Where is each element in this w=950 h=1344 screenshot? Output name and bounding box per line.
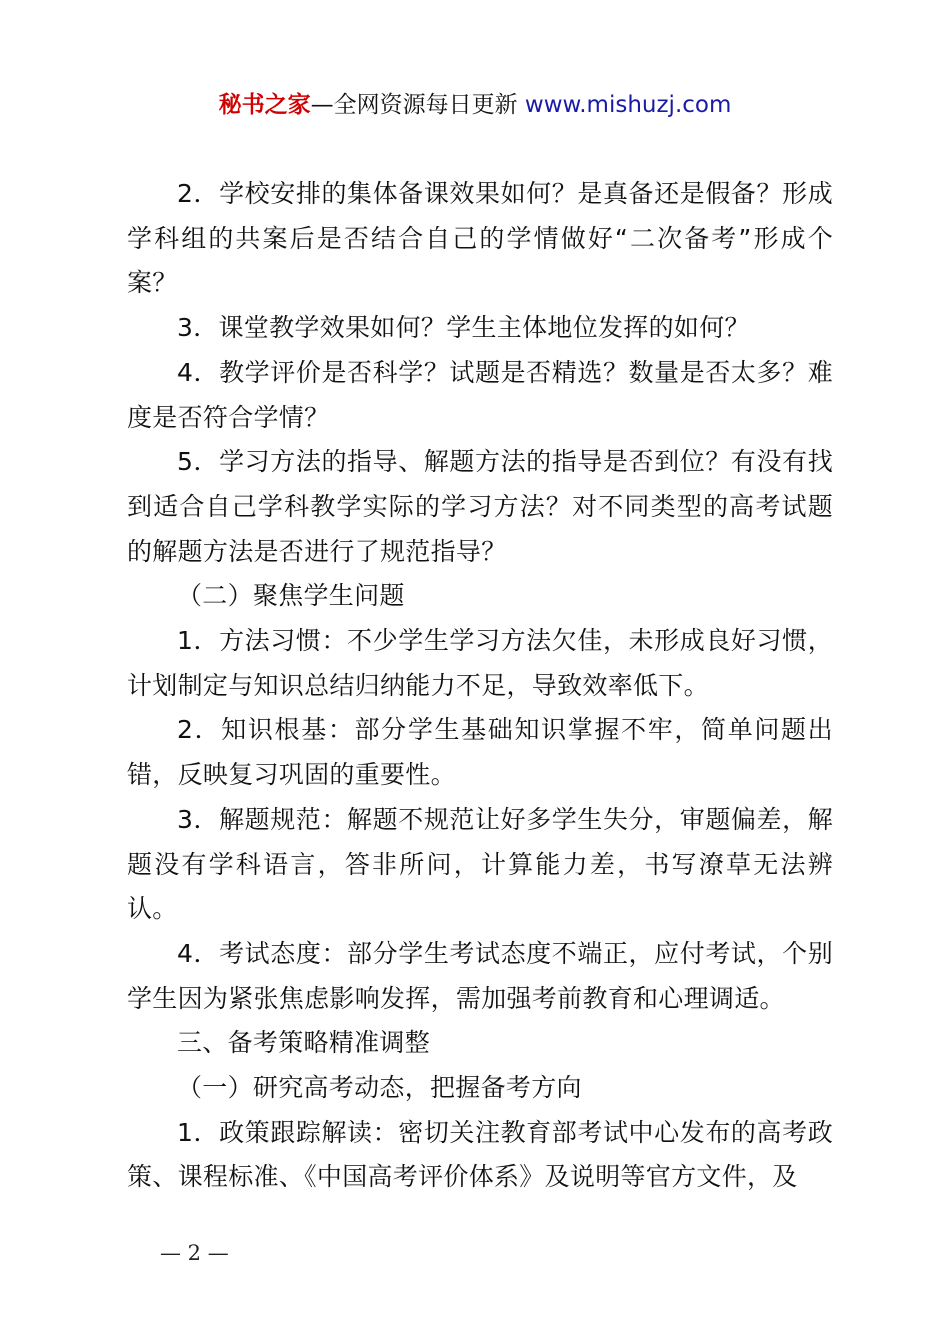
paragraph: 4．考试态度：部分学生考试态度不端正，应付考试，个别学生因为紧张焦虑影响发挥，需加强考前教育和心理调适。 <box>127 938 833 1013</box>
page-number: — 2 — <box>160 1241 229 1265</box>
section-heading: （二）聚焦学生问题 <box>177 581 405 611</box>
site-url-link[interactable]: www.mishuzj.com <box>524 92 732 118</box>
paragraph: 2．学校安排的集体备课效果如何？是真备还是假备？形成学科组的共案后是否结合自己的学情做好“二次备考”形成个案？ <box>127 179 833 298</box>
document-body <box>127 172 833 1200</box>
site-tagline: —全网资源每日更新 <box>310 92 525 118</box>
paragraph: 4．教学评价是否科学？试题是否精选？数量是否太多？难度是否符合学情？ <box>127 357 833 432</box>
site-header <box>0 88 950 122</box>
paragraph: 3．课堂教学效果如何？学生主体地位发挥的如何？ <box>177 313 750 343</box>
paragraph: 3．解题规范：解题不规范让好多学生失分，审题偏差，解题没有学科语言，答非所问，计算能力差，书写潦草无法辨认。 <box>127 804 833 924</box>
section-heading: （一）研究高考动态，把握备考方向 <box>177 1073 582 1103</box>
site-brand: 秘书之家 <box>218 92 311 118</box>
paragraph: 2．知识根基：部分学生基础知识掌握不牢，简单问题出错，反映复习巩固的重要性。 <box>127 715 833 790</box>
chapter-heading: 三、备考策略精准调整 <box>177 1028 431 1058</box>
paragraph: 5．学习方法的指导、解题方法的指导是否到位？有没有找到适合自己学科教学实际的学习方法？对不同类型的高考试题的解题方法是否进行了规范指导？ <box>127 447 833 566</box>
paragraph: 1．政策跟踪解读：密切关注教育部考试中心发布的高考政策、课程标准、《中国高考评价体系》及说明等官方文件，及 <box>127 1117 833 1192</box>
paragraph: 1．方法习惯：不少学生学习方法欠佳，未形成良好习惯，计划制定与知识总结归纳能力不足，导致效率低下。 <box>127 626 833 700</box>
